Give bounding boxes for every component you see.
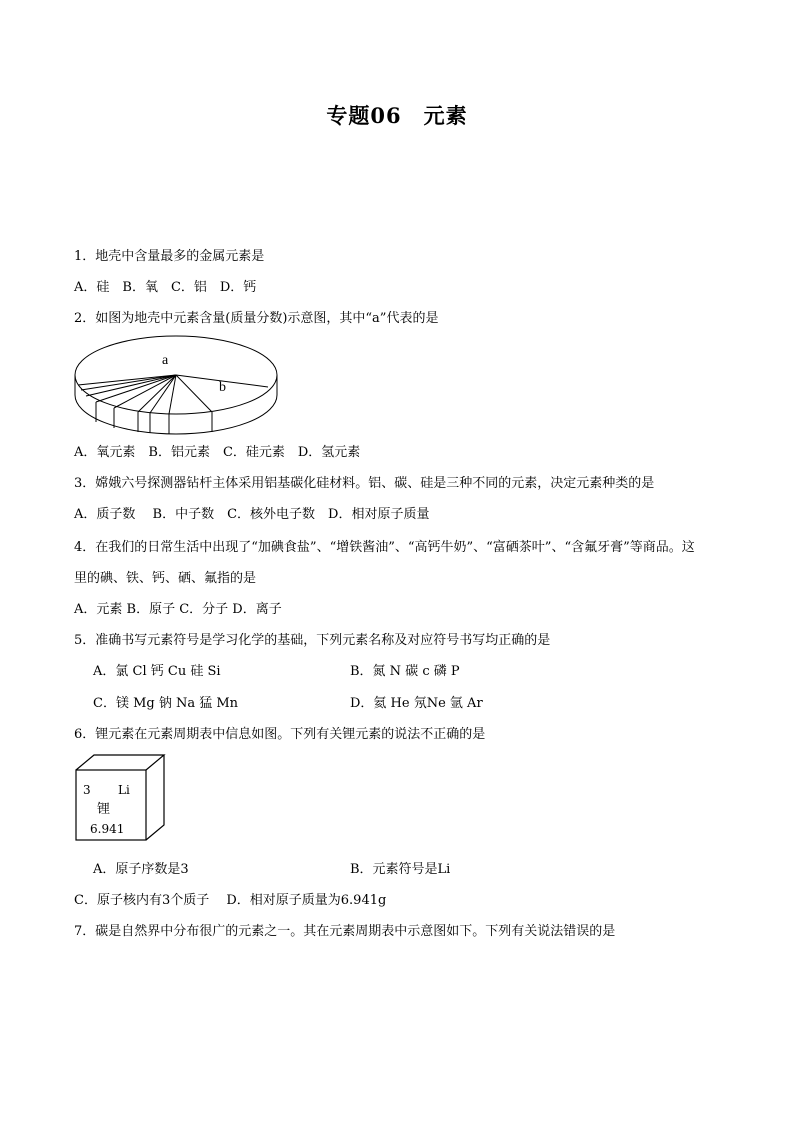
lithium-element-card (72, 752, 168, 844)
question-2-options: A．氧元素 B．铝元素 C．硅元素 D．氢元素 (74, 445, 361, 460)
question-1-options: A．硅 B．氧 C．铝 D．钙 (74, 280, 257, 295)
pie-label-b: b (219, 380, 226, 395)
question-6-option-b: B．元素符号是Li (350, 862, 451, 877)
page-title: 专题06 元素 (326, 103, 468, 128)
element-name: 锂 (97, 802, 111, 817)
question-2-stem: 2．如图为地壳中元素含量(质量分数)示意图，其中“a”代表的是 (74, 311, 439, 326)
question-7-stem: 7．碳是自然界中分布很广的元素之一。其在元素周期表中示意图如下。下列有关说法错误的是 (74, 924, 616, 939)
element-atomic-number: 3 (83, 783, 91, 797)
element-symbol: Li (118, 783, 130, 797)
question-4-stem-line-1: 4．在我们的日常生活中出现了“加碘食盐”、“增铁酱油”、“高钙牛奶”、“富硒茶叶”、“含氟牙膏”等商品。这 (74, 540, 695, 555)
element-atomic-mass: 6.941 (90, 822, 125, 836)
question-4-stem-line-2: 里的碘、铁、钙、硒、氟指的是 (74, 571, 257, 586)
pie-label-a: a (162, 353, 169, 368)
question-3-stem: 3．嫦娥六号探测器钻杆主体采用铝基碳化硅材料。铝、碳、硅是三种不同的元素，决定元素种类的是 (74, 476, 655, 491)
question-5-option-b: B．氮 N 碳 c 磷 P (350, 664, 460, 679)
question-5-option-c: C．镁 Mg 钠 Na 猛 Mn (93, 696, 239, 711)
question-4-options: A．元素 B．原子 C．分子 D．离子 (74, 602, 282, 617)
question-5-stem: 5．准确书写元素符号是学习化学的基础，下列元素名称及对应符号书写均正确的是 (74, 633, 551, 648)
crust-element-pie-figure (72, 330, 282, 440)
question-5-option-d: D．氦 He 氖Ne 氩 Ar (350, 696, 483, 711)
question-6-stem: 6．锂元素在元素周期表中信息如图。下列有关锂元素的说法不正确的是 (74, 727, 486, 742)
question-6-options-cd: C．原子核内有3个质子 D．相对原子质量为6.941g (74, 893, 387, 908)
question-3-options: A．质子数 B．中子数 C．核外电子数 D．相对原子质量 (74, 507, 430, 522)
question-5-option-a: A．氯 Cl 钙 Cu 硅 Si (93, 664, 221, 679)
question-1-stem: 1．地壳中含量最多的金属元素是 (74, 249, 265, 264)
question-6-option-a: A．原子序数是3 (93, 862, 189, 877)
